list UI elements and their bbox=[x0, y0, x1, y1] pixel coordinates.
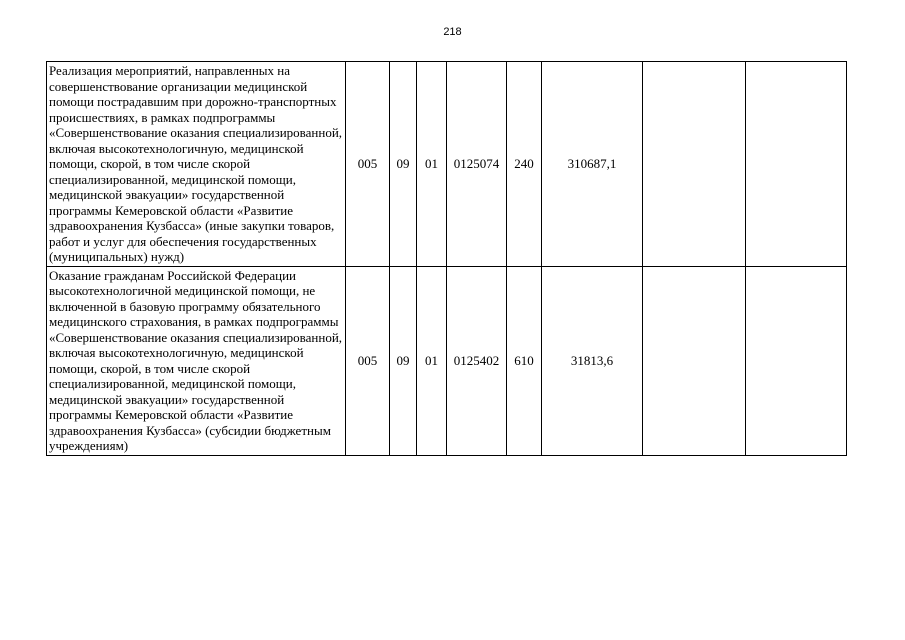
budget-table bbox=[46, 61, 847, 456]
empty-cell bbox=[746, 62, 847, 267]
ministry-code: 005 bbox=[346, 62, 390, 267]
table-row bbox=[47, 266, 847, 455]
section-code: 09 bbox=[390, 62, 417, 267]
row-description: Реализация мероприятий, направленных на совершенствование организации медицинской помощи пострадавшим при дорожно-транспортных происшествиях, в рамках подпрограммы «Совершенствование оказания специализированной, включая высокотехнологичную, медицинской помощи, скорой, в том числе скорой специализированной, медицинской помощи, медицинской эвакуации» государственной программы Кемеровской области «Развитие здравоохранения Кузбасса» (иные закупки товаров, работ и услуг для обеспечения государственных (муниципальных) нужд) bbox=[47, 62, 346, 267]
target-article-code: 0125402 bbox=[447, 266, 507, 455]
expense-type-code: 610 bbox=[507, 266, 542, 455]
table-row bbox=[47, 62, 847, 267]
row-description: Оказание гражданам Российской Федерации высокотехнологичной медицинской помощи, не включенной в базовую программу обязательного медицинского страхования, в рамках подпрограммы «Совершенствование оказания специализированной, включая высокотехнологичную, медицинской помощи, скорой, в том числе скорой специализированной, медицинской помощи, медицинской эвакуации» государственной программы Кемеровской области «Развитие здравоохранения Кузбасса» (субсидии бюджетным учреждениям) bbox=[47, 266, 346, 455]
amount-cell: 31813,6 bbox=[542, 266, 643, 455]
section-code: 09 bbox=[390, 266, 417, 455]
amount-cell: 310687,1 bbox=[542, 62, 643, 267]
target-article-code: 0125074 bbox=[447, 62, 507, 267]
empty-cell bbox=[746, 266, 847, 455]
ministry-code: 005 bbox=[346, 266, 390, 455]
empty-cell bbox=[643, 62, 746, 267]
subsection-code: 01 bbox=[417, 266, 447, 455]
expense-type-code: 240 bbox=[507, 62, 542, 267]
subsection-code: 01 bbox=[417, 62, 447, 267]
page-number: 218 bbox=[443, 26, 462, 38]
empty-cell bbox=[643, 266, 746, 455]
